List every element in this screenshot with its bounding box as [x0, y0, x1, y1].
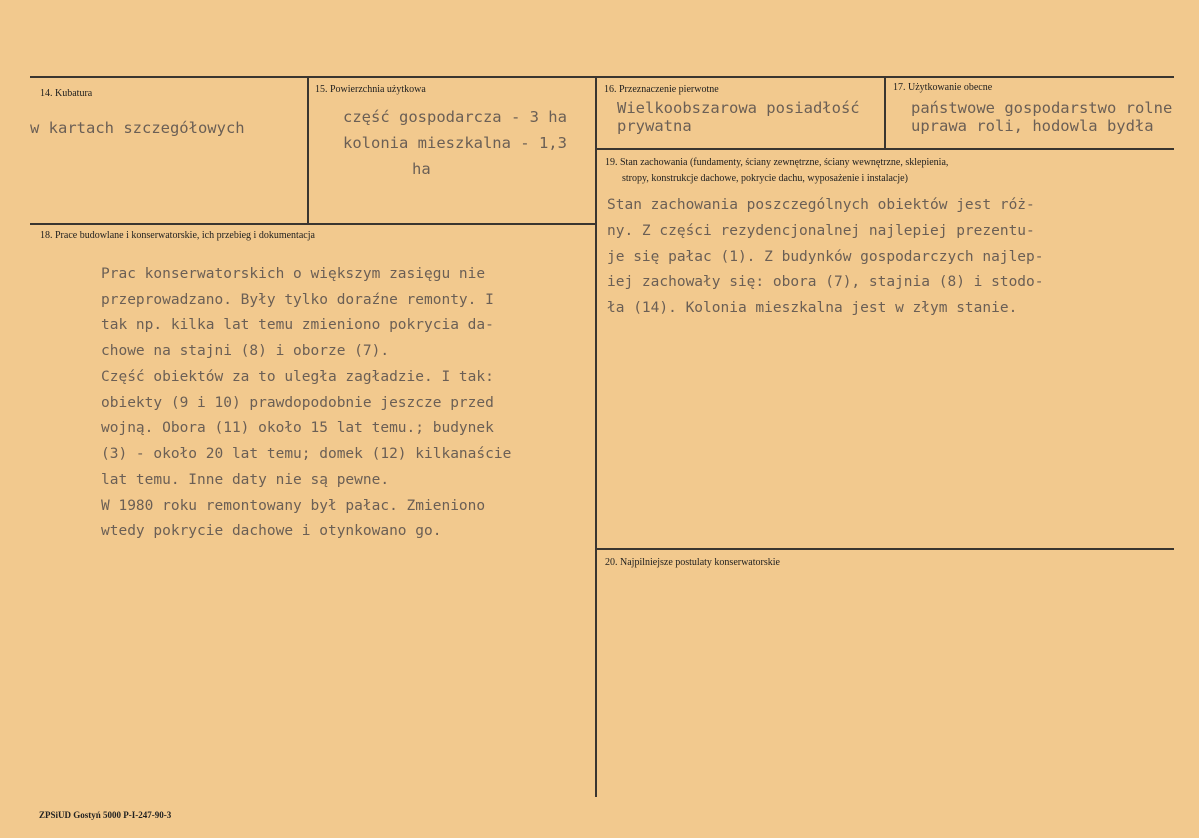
field-19-label-line-1: 19. Stan zachowania (fundamenty, ściany zewnętrzne, ściany wewnętrzne, sklepienia,: [605, 157, 949, 168]
rule-above-20: [596, 548, 1174, 550]
form-footer-code: ZPSiUD Gostyń 5000 P-I-247-90-3: [39, 810, 172, 820]
field-17-line-2: uprawa roli, hodowla bydła: [911, 117, 1154, 135]
top-rule: [30, 76, 1174, 78]
field-18-line-6: obiekty (9 i 10) prawdopodobnie jeszcze przed: [101, 395, 494, 411]
field-14-value: w kartach szczegółowych: [30, 119, 245, 137]
field-16-label: 16. Przeznaczenie pierwotne: [604, 84, 719, 95]
divider-16-17: [884, 77, 886, 149]
field-20-label: 20. Najpilniejsze postulaty konserwatorskie: [605, 557, 780, 568]
field-16-line-1: Wielkoobszarowa posiadłość: [617, 99, 860, 117]
field-14-label: 14. Kubatura: [40, 88, 93, 99]
field-18-label: 18. Prace budowlane i konserwatorskie, ich przebieg i dokumentacja: [40, 230, 315, 241]
field-18-line-5: Część obiektów za to uległa zagładzie. I tak:: [101, 369, 494, 385]
field-18-line-7: wojną. Obora (11) około 15 lat temu.; budynek: [101, 420, 494, 436]
field-19-line-3: je się pałac (1). Z budynków gospodarczych najlep-: [607, 249, 1044, 265]
divider-main: [595, 77, 597, 797]
field-18-line-10: W 1980 roku remontowany był pałac. Zmieniono: [101, 498, 486, 514]
field-18-line-3: tak np. kilka lat temu zmieniono pokrycia da-: [101, 317, 494, 333]
field-15-label: 15. Powierzchnia użytkowa: [315, 84, 426, 95]
rule-under-14-15: [30, 223, 596, 225]
field-15-line-2: kolonia mieszkalna - 1,3: [343, 134, 567, 152]
field-19-line-4: iej zachowały się: obora (7), stajnia (8) i stodo-: [607, 274, 1044, 290]
field-19-line-5: ła (14). Kolonia mieszkalna jest w złym stanie.: [607, 300, 1018, 316]
field-19-line-1: Stan zachowania poszczególnych obiektów jest róż-: [607, 197, 1035, 213]
field-15-line-3: ha: [412, 160, 431, 178]
field-19-line-2: ny. Z części rezydencjonalnej najlepiej prezentu-: [607, 223, 1035, 239]
field-18-line-1: Prac konserwatorskich o większym zasięgu nie: [101, 266, 486, 282]
field-17-line-1: państwowe gospodarstwo rolne: [911, 99, 1173, 117]
field-18-line-2: przeprowadzano. Były tylko doraźne remonty. I: [101, 292, 494, 308]
field-17-label: 17. Użytkowanie obecne: [893, 82, 993, 93]
field-19-label-line-2: stropy, konstrukcje dachowe, pokrycie dachu, wyposażenie i instalacje): [622, 173, 908, 184]
field-18-line-9: lat temu. Inne daty nie są pewne.: [101, 472, 390, 488]
rule-under-16-17: [596, 148, 1174, 150]
field-18-line-8: (3) - około 20 lat temu; domek (12) kilkanaście: [101, 446, 512, 462]
field-18-line-11: wtedy pokrycie dachowe i otynkowano go.: [101, 523, 442, 539]
field-16-line-2: prywatna: [617, 117, 692, 135]
field-18-line-4: chowe na stajni (8) i oborze (7).: [101, 343, 390, 359]
field-15-line-1: część gospodarcza - 3 ha: [343, 108, 567, 126]
divider-14-15: [307, 77, 309, 225]
